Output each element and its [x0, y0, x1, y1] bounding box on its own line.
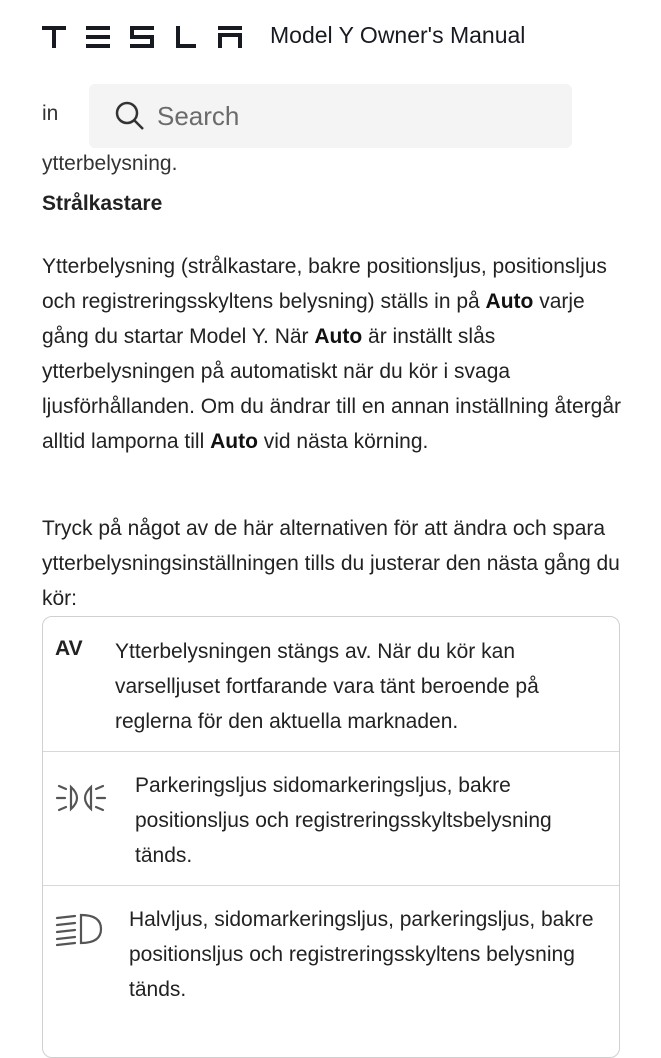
partial-text-line: ytterbelysning.: [42, 152, 178, 175]
tesla-logo-icon: [42, 26, 254, 48]
option-row-parking-lights[interactable]: [43, 751, 619, 886]
light-options-table: [42, 616, 620, 1058]
bold-term: Auto: [485, 290, 534, 313]
header: [0, 0, 661, 78]
paragraph-text: är inställt slås ytterbelysningen på automatiskt när du kör i svaga ljusförhållanden. Om du ändrar till en annan inställning återgår alltid lamporna till: [42, 325, 622, 453]
option-description: Ytterbelysningen stängs av. När du kör kan varselljuset fortfarande vara tänt beroende på reglerna för den aktuella marknaden.: [115, 640, 539, 733]
paragraph-text: vid nästa körning.: [257, 430, 429, 453]
tesla-logo[interactable]: [42, 26, 254, 48]
section-heading: Strålkastare: [42, 192, 163, 215]
option-description: Parkeringsljus sidomarkeringsljus, bakre positionsljus och registreringsskyltsbelysning tänds.: [135, 774, 552, 867]
search-icon: [113, 99, 147, 133]
paragraph-text: Ytterbelysning (strålkastare, bakre positionsljus, positionsljus och registreringsskyltens belysning) ställs in på: [42, 255, 607, 313]
manual-title[interactable]: Model Y Owner's Manual: [270, 22, 526, 48]
paragraph-text: varje gång du startar Model Y. När: [42, 290, 585, 348]
parking-lights-icon: [55, 781, 111, 815]
off-label: AV: [55, 637, 83, 660]
search-input[interactable]: [89, 84, 572, 148]
option-row-off[interactable]: [43, 617, 619, 752]
partial-text-line: in: [42, 102, 59, 125]
option-row-low-beam[interactable]: [43, 885, 619, 1057]
bold-term: Auto: [314, 325, 363, 348]
option-description: Halvljus, sidomarkeringsljus, parkeringsljus, bakre positionsljus och registreringsskyltens belysning tänds.: [129, 908, 594, 1001]
instruction-paragraph: Tryck på något av de här alternativen för att ändra och spara ytterbelysningsinställningen tills du justerar den nästa gång du kör:: [42, 517, 620, 610]
intro-paragraph: [42, 249, 622, 459]
search-placeholder: Search: [157, 100, 240, 131]
low-beam-icon: [55, 911, 107, 947]
bold-term: Auto: [210, 430, 258, 453]
